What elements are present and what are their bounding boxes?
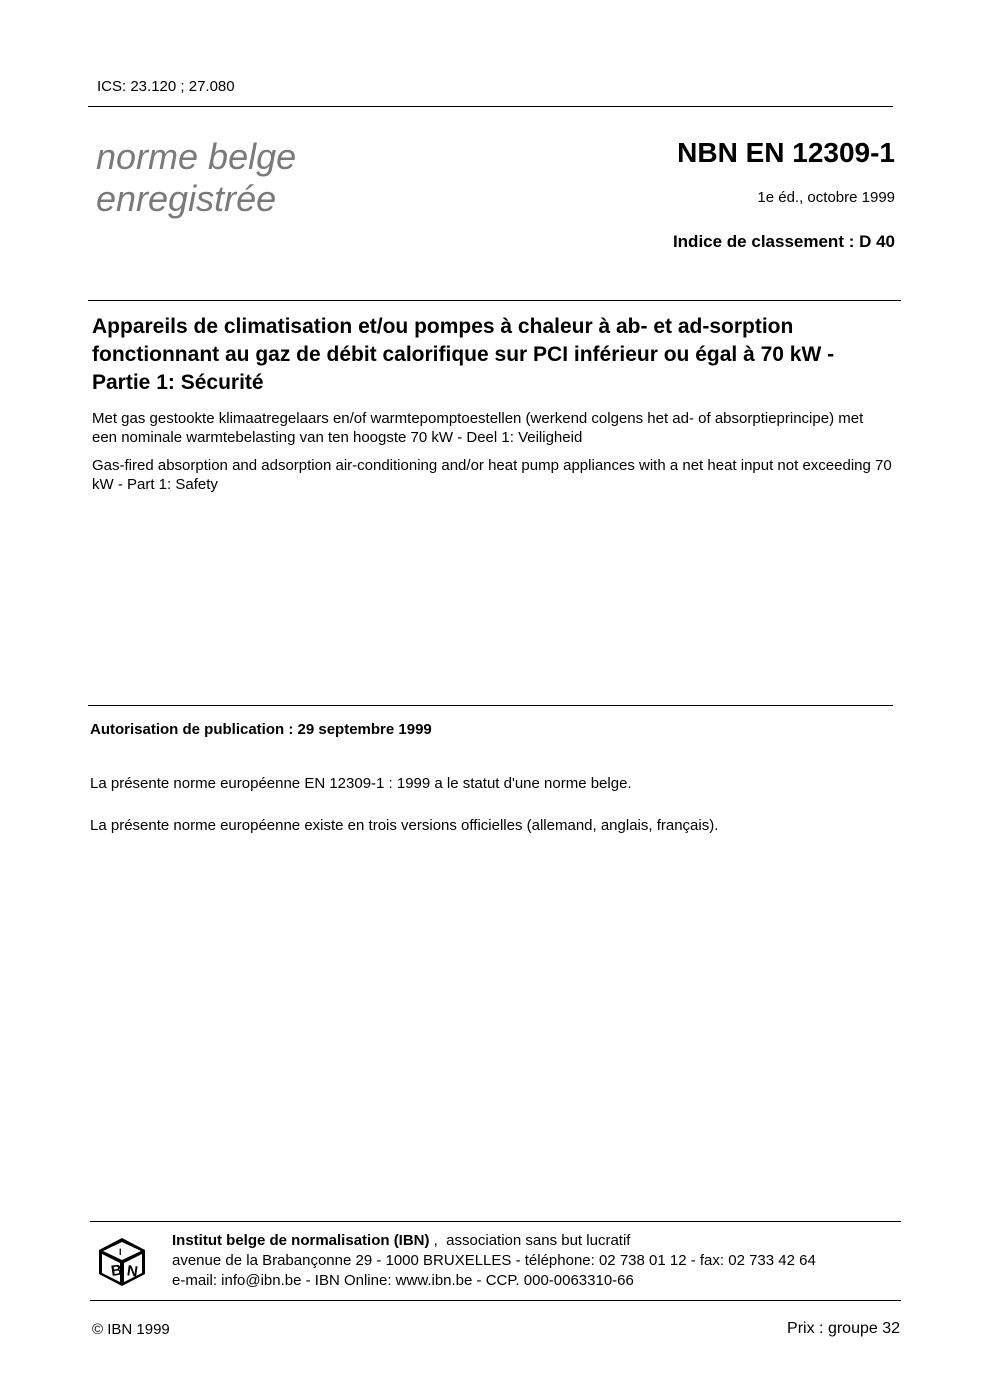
ics-codes: ICS: 23.120 ; 27.080 (97, 78, 235, 95)
ibn-cube-logo-icon (97, 1237, 147, 1287)
institute-name: Institut belge de normalisation (IBN) (172, 1232, 430, 1249)
institute-contact: e-mail: info@ibn.be - IBN Online: www.ibn.be - CCP. 000-0063310-66 (172, 1272, 634, 1289)
body-divider (88, 705, 893, 706)
publication-authorization: Autorisation de publication : 29 septembre 1999 (90, 721, 432, 738)
svg-text:B: B (109, 1261, 123, 1280)
svg-text:I: I (119, 1247, 122, 1257)
footer-divider-bottom (90, 1300, 901, 1301)
edition-date: 1e éd., octobre 1999 (757, 189, 895, 206)
brand-line-2: enregistrée (96, 178, 277, 219)
versions-paragraph: La présente norme européenne existe en trois versions officielles (allemand, anglais, français). (90, 817, 719, 834)
footer-divider-top (90, 1221, 901, 1222)
institute-address: avenue de la Brabançonne 29 - 1000 BRUXELLES - téléphone: 02 738 01 12 - fax: 02 733 42 64 (172, 1252, 816, 1269)
standard-number: NBN EN 12309-1 (677, 137, 895, 168)
institute-info (172, 1231, 816, 1291)
title-divider (88, 300, 901, 301)
top-divider (88, 106, 893, 107)
title-english: Gas-fired absorption and adsorption air-conditioning and/or heat pump appliances with a net heat input not exceeding 70 kW - Part 1: Safety (92, 457, 892, 493)
status-paragraph: La présente norme européenne EN 12309-1 : 1999 a le statut d'une norme belge. (90, 775, 632, 792)
brand-line-1: norme belge (96, 136, 297, 177)
brand-title (96, 136, 296, 220)
copyright: © IBN 1999 (92, 1321, 170, 1338)
price-group: Prix : groupe 32 (787, 1320, 900, 1337)
institute-name-line (172, 1231, 816, 1251)
title-french: Appareils de climatisation et/ou pompes à chaleur à ab- et ad-sorption fonctionnant au gaz de débit calorifique sur PCI inférieur ou égal à 70 kW - Partie 1: Sécurité (92, 315, 835, 394)
svg-text:N: N (125, 1262, 139, 1281)
classification-index: Indice de classement : D 40 (672, 232, 895, 251)
institute-type: , association sans but lucratif (429, 1232, 631, 1249)
title-dutch: Met gas gestookte klimaatregelaars en/of warmtepomptoestellen (werkend colgens het ad- of absorptieprincipe) met een nominale warmtebelasting van ten hoogste 70 kW - Deel 1: Veiligheid (92, 410, 864, 446)
